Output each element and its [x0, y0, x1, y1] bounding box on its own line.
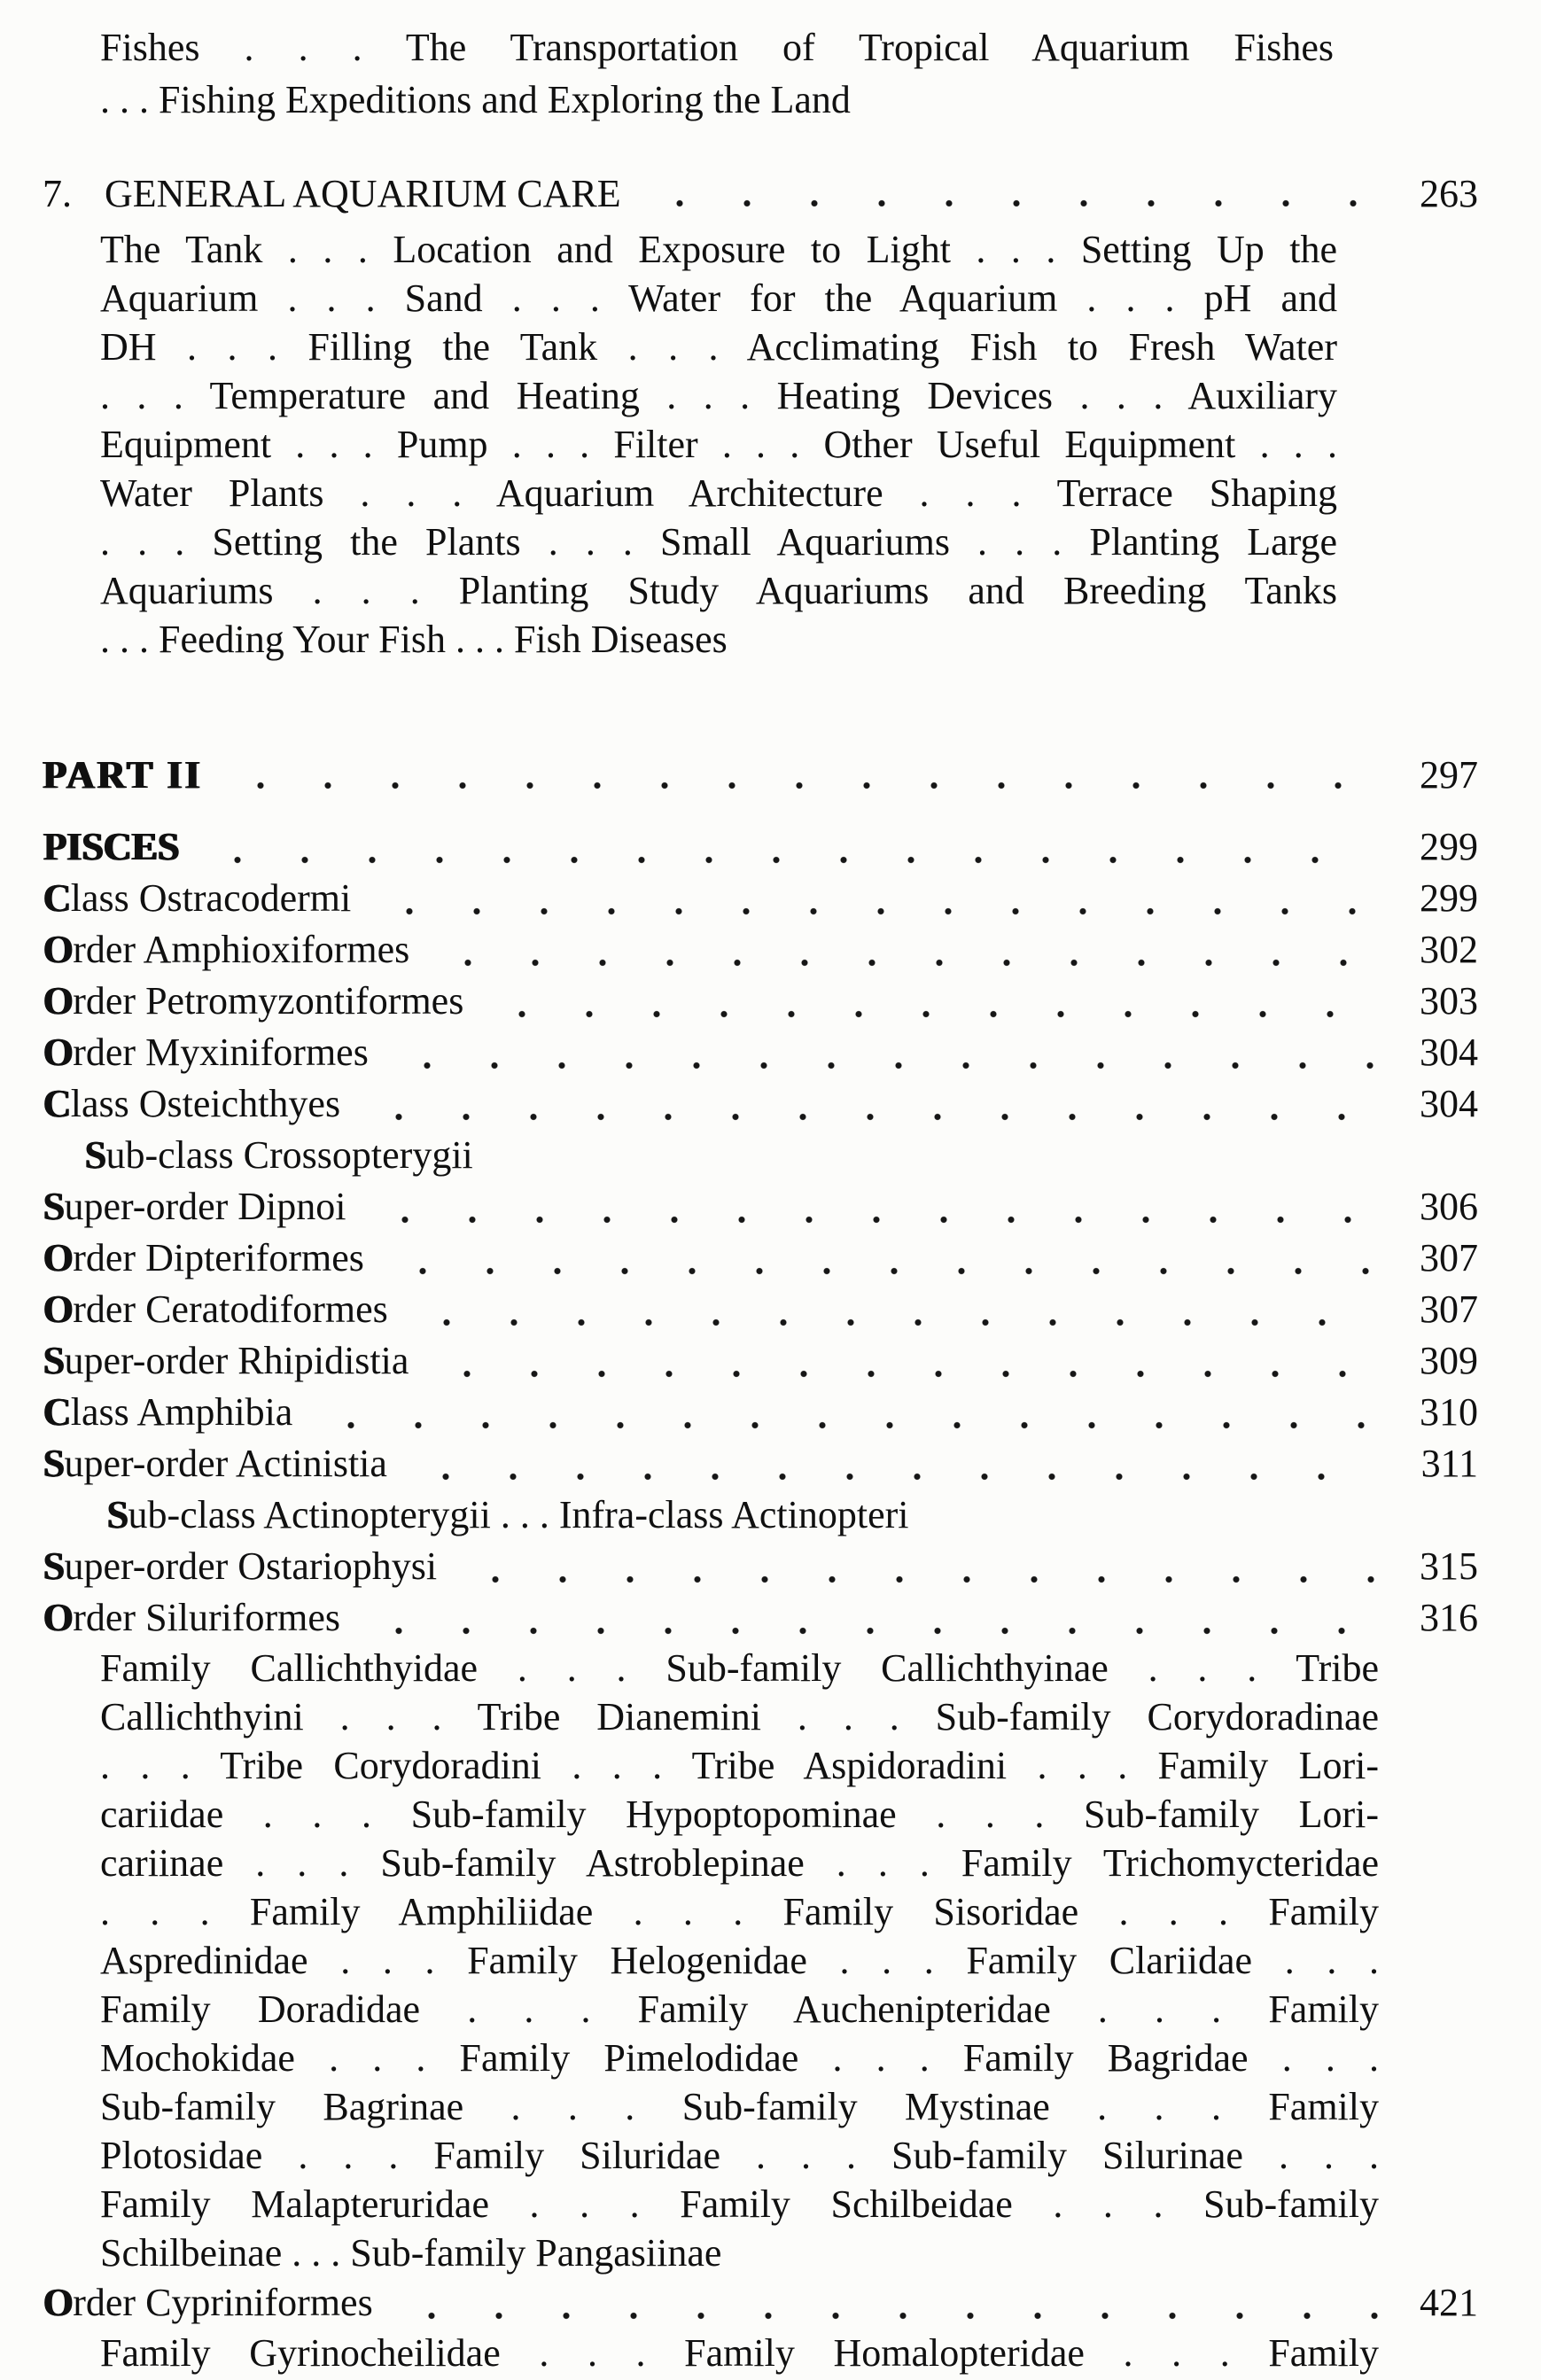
dot-leader: [462, 1541, 1378, 1592]
chapter-title: GENERAL AQUARIUM CARE: [105, 172, 621, 215]
dot-leader: [413, 1284, 1378, 1335]
toc-entry-label: Order Amphioxiformes: [43, 928, 410, 971]
toc-entry-row: [43, 1438, 1478, 1489]
text-line: Sub-family Bagrinae . . . Sub-family Mystinae . . . Family: [100, 2085, 1379, 2128]
toc-entry-label: Class Ostracodermi: [43, 876, 352, 920]
dot-leader: [376, 873, 1378, 924]
toc-entry-row: [43, 1284, 1478, 1335]
part-title: PART II: [43, 753, 203, 797]
text-line: . . . Fishing Expeditions and Exploring the Land: [100, 78, 851, 121]
page-number: 307: [1420, 1236, 1478, 1279]
text-line: Aquariums . . . Planting Study Aquariums and Breeding Tanks: [100, 569, 1337, 612]
toc-entries: [43, 821, 1541, 2377]
text-line: . . . Family Amphiliidae . . . Family Sisoridae . . . Family: [100, 1890, 1379, 1933]
page-number: 302: [1420, 928, 1478, 971]
toc-entry-row: [43, 1027, 1478, 1078]
dot-leader: [488, 976, 1378, 1027]
dot-leader: [365, 1078, 1378, 1130]
dot-leader: [412, 1438, 1378, 1489]
toc-entry-row: [43, 821, 1478, 873]
toc-entry-label: Class Amphibia: [43, 1390, 293, 1434]
toc-entry-row: [43, 1335, 1478, 1387]
toc-entry-label: Super-order Rhipidistia: [43, 1339, 409, 1382]
page-number: 304: [1420, 1082, 1478, 1125]
page-number: 310: [1420, 1390, 1478, 1434]
toc-entry-row: [43, 976, 1478, 1027]
toc-entry-label: PISCES: [43, 825, 180, 868]
toc-entry-label: Order Dipteriformes: [43, 1236, 364, 1279]
page-number: 421: [1420, 2281, 1478, 2324]
page-number: 297: [1420, 753, 1478, 797]
toc-entry-row: [43, 1233, 1478, 1284]
toc-entry-label: Order Myxiniformes: [43, 1031, 369, 1074]
dot-leader: [365, 1592, 1378, 1644]
part-row: [43, 752, 1478, 798]
dot-leader: [227, 752, 1378, 798]
entry-description: [100, 2329, 1379, 2377]
toc-entry-label: Order Petromyzontiformes: [43, 979, 464, 1023]
dot-leader: [389, 1233, 1378, 1284]
text-line: Plotosidae . . . Family Siluridae . . . Sub-family Silurinae . . .: [100, 2134, 1379, 2177]
dot-leader: [371, 1181, 1379, 1233]
text-line: . . . Tribe Corydoradini . . . Tribe Aspidoradini . . . Family Lori-: [100, 1744, 1379, 1787]
text-line: Fishes . . . The Transportation of Tropical Aquarium Fishes: [100, 26, 1334, 69]
text-line: Mochokidae . . . Family Pimelodidae . . . Family Bagridae . . .: [100, 2036, 1379, 2080]
text-line: The Tank . . . Location and Exposure to Light . . . Setting Up the: [100, 228, 1337, 271]
page-number: 309: [1420, 1339, 1478, 1382]
toc-entry-label: Order Cypriniformes: [43, 2281, 373, 2324]
toc-entry-label: Super-order Ostariophysi: [43, 1544, 438, 1588]
page-number: 304: [1420, 1031, 1478, 1074]
text-line: . . . Feeding Your Fish . . . Fish Diseases: [100, 618, 728, 661]
page-number: 303: [1420, 979, 1478, 1023]
page-number: 263: [1420, 172, 1478, 215]
toc-entry-label: Super-order Actinistia: [43, 1442, 387, 1485]
text-line: Family Callichthyidae . . . Sub-family Callichthyinae . . . Tribe: [100, 1646, 1379, 1690]
page-number: 311: [1420, 1442, 1478, 1485]
text-line: cariidae . . . Sub-family Hypoptopominae . . . Sub-family Lori-: [100, 1793, 1379, 1836]
page-number: 315: [1420, 1544, 1478, 1588]
dot-leader: [434, 924, 1378, 976]
dot-leader: [433, 1335, 1378, 1387]
page-number: 306: [1420, 1185, 1478, 1228]
text-line: DH . . . Filling the Tank . . . Acclimating Fish to Fresh Water: [100, 325, 1337, 369]
text-line: . . . Setting the Plants . . . Small Aquariums . . . Planting Large: [100, 520, 1337, 564]
text-line: Aquarium . . . Sand . . . Water for the Aquarium . . . pH and: [100, 276, 1337, 320]
text-line: . . . Temperature and Heating . . . Heating Devices . . . Auxiliary: [100, 374, 1337, 417]
text-line: Callichthyini . . . Tribe Dianemini . . . Sub-family Corydoradinae: [100, 1695, 1379, 1738]
chapter-number: 7.: [43, 172, 72, 215]
dot-leader: [317, 1387, 1378, 1438]
toc-entry-label: Order Ceratodiformes: [43, 1287, 388, 1331]
page-number: 316: [1420, 1596, 1478, 1639]
chapter-description: [100, 225, 1337, 664]
toc-entry-row: [43, 1489, 1541, 1541]
toc-entry-row: [43, 1541, 1478, 1592]
toc-entry-row: [43, 1181, 1478, 1233]
dot-leader: [398, 2277, 1378, 2329]
toc-entry-row: [43, 2277, 1478, 2329]
text-line: Equipment . . . Pump . . . Filter . . . Other Useful Equipment . . .: [100, 423, 1337, 466]
text-line: Schilbeinae . . . Sub-family Pangasiinae: [100, 2231, 722, 2275]
entry-description: [100, 1644, 1379, 2277]
toc-entry-row: [43, 1387, 1478, 1438]
dot-leader: [393, 1027, 1378, 1078]
toc-entry-label: Super-order Dipnoi: [43, 1185, 346, 1228]
chapter-description-continuation: [100, 21, 1334, 126]
page-number: 307: [1420, 1287, 1478, 1331]
text-line: cariinae . . . Sub-family Astroblepinae . . . Family Trichomycteridae: [100, 1841, 1379, 1885]
text-line: Aspredinidae . . . Family Helogenidae . . . Family Clariidae . . .: [100, 1939, 1379, 1982]
toc-entry-row: [43, 873, 1478, 924]
toc-entry-row: [43, 1130, 1520, 1181]
dot-leader: [646, 172, 1378, 216]
toc-entry-label: Sub-class Actinopterygii . . . Infra-class Actinopteri: [106, 1493, 909, 1536]
page-number: 299: [1420, 825, 1478, 868]
toc-entry-label: Sub-class Crossopterygii: [84, 1133, 473, 1177]
text-line: Family Doradidae . . . Family Auchenipteridae . . . Family: [100, 1987, 1379, 2031]
dot-leader: [204, 821, 1378, 873]
chapter-row: [43, 172, 1478, 216]
toc-entry-label: Order Siluriformes: [43, 1596, 341, 1639]
text-line: Family Gyrinocheilidae . . . Family Homalopteridae . . . Family: [100, 2331, 1379, 2375]
toc-entry-row: [43, 1078, 1478, 1130]
text-line: Water Plants . . . Aquarium Architecture . . . Terrace Shaping: [100, 471, 1337, 515]
toc-entry-label: Class Osteichthyes: [43, 1082, 341, 1125]
toc-entry-row: [43, 1592, 1478, 1644]
page-number: 299: [1420, 876, 1478, 920]
text-line: Family Malapteruridae . . . Family Schilbeidae . . . Sub-family: [100, 2182, 1379, 2226]
toc-entry-row: [43, 924, 1478, 976]
